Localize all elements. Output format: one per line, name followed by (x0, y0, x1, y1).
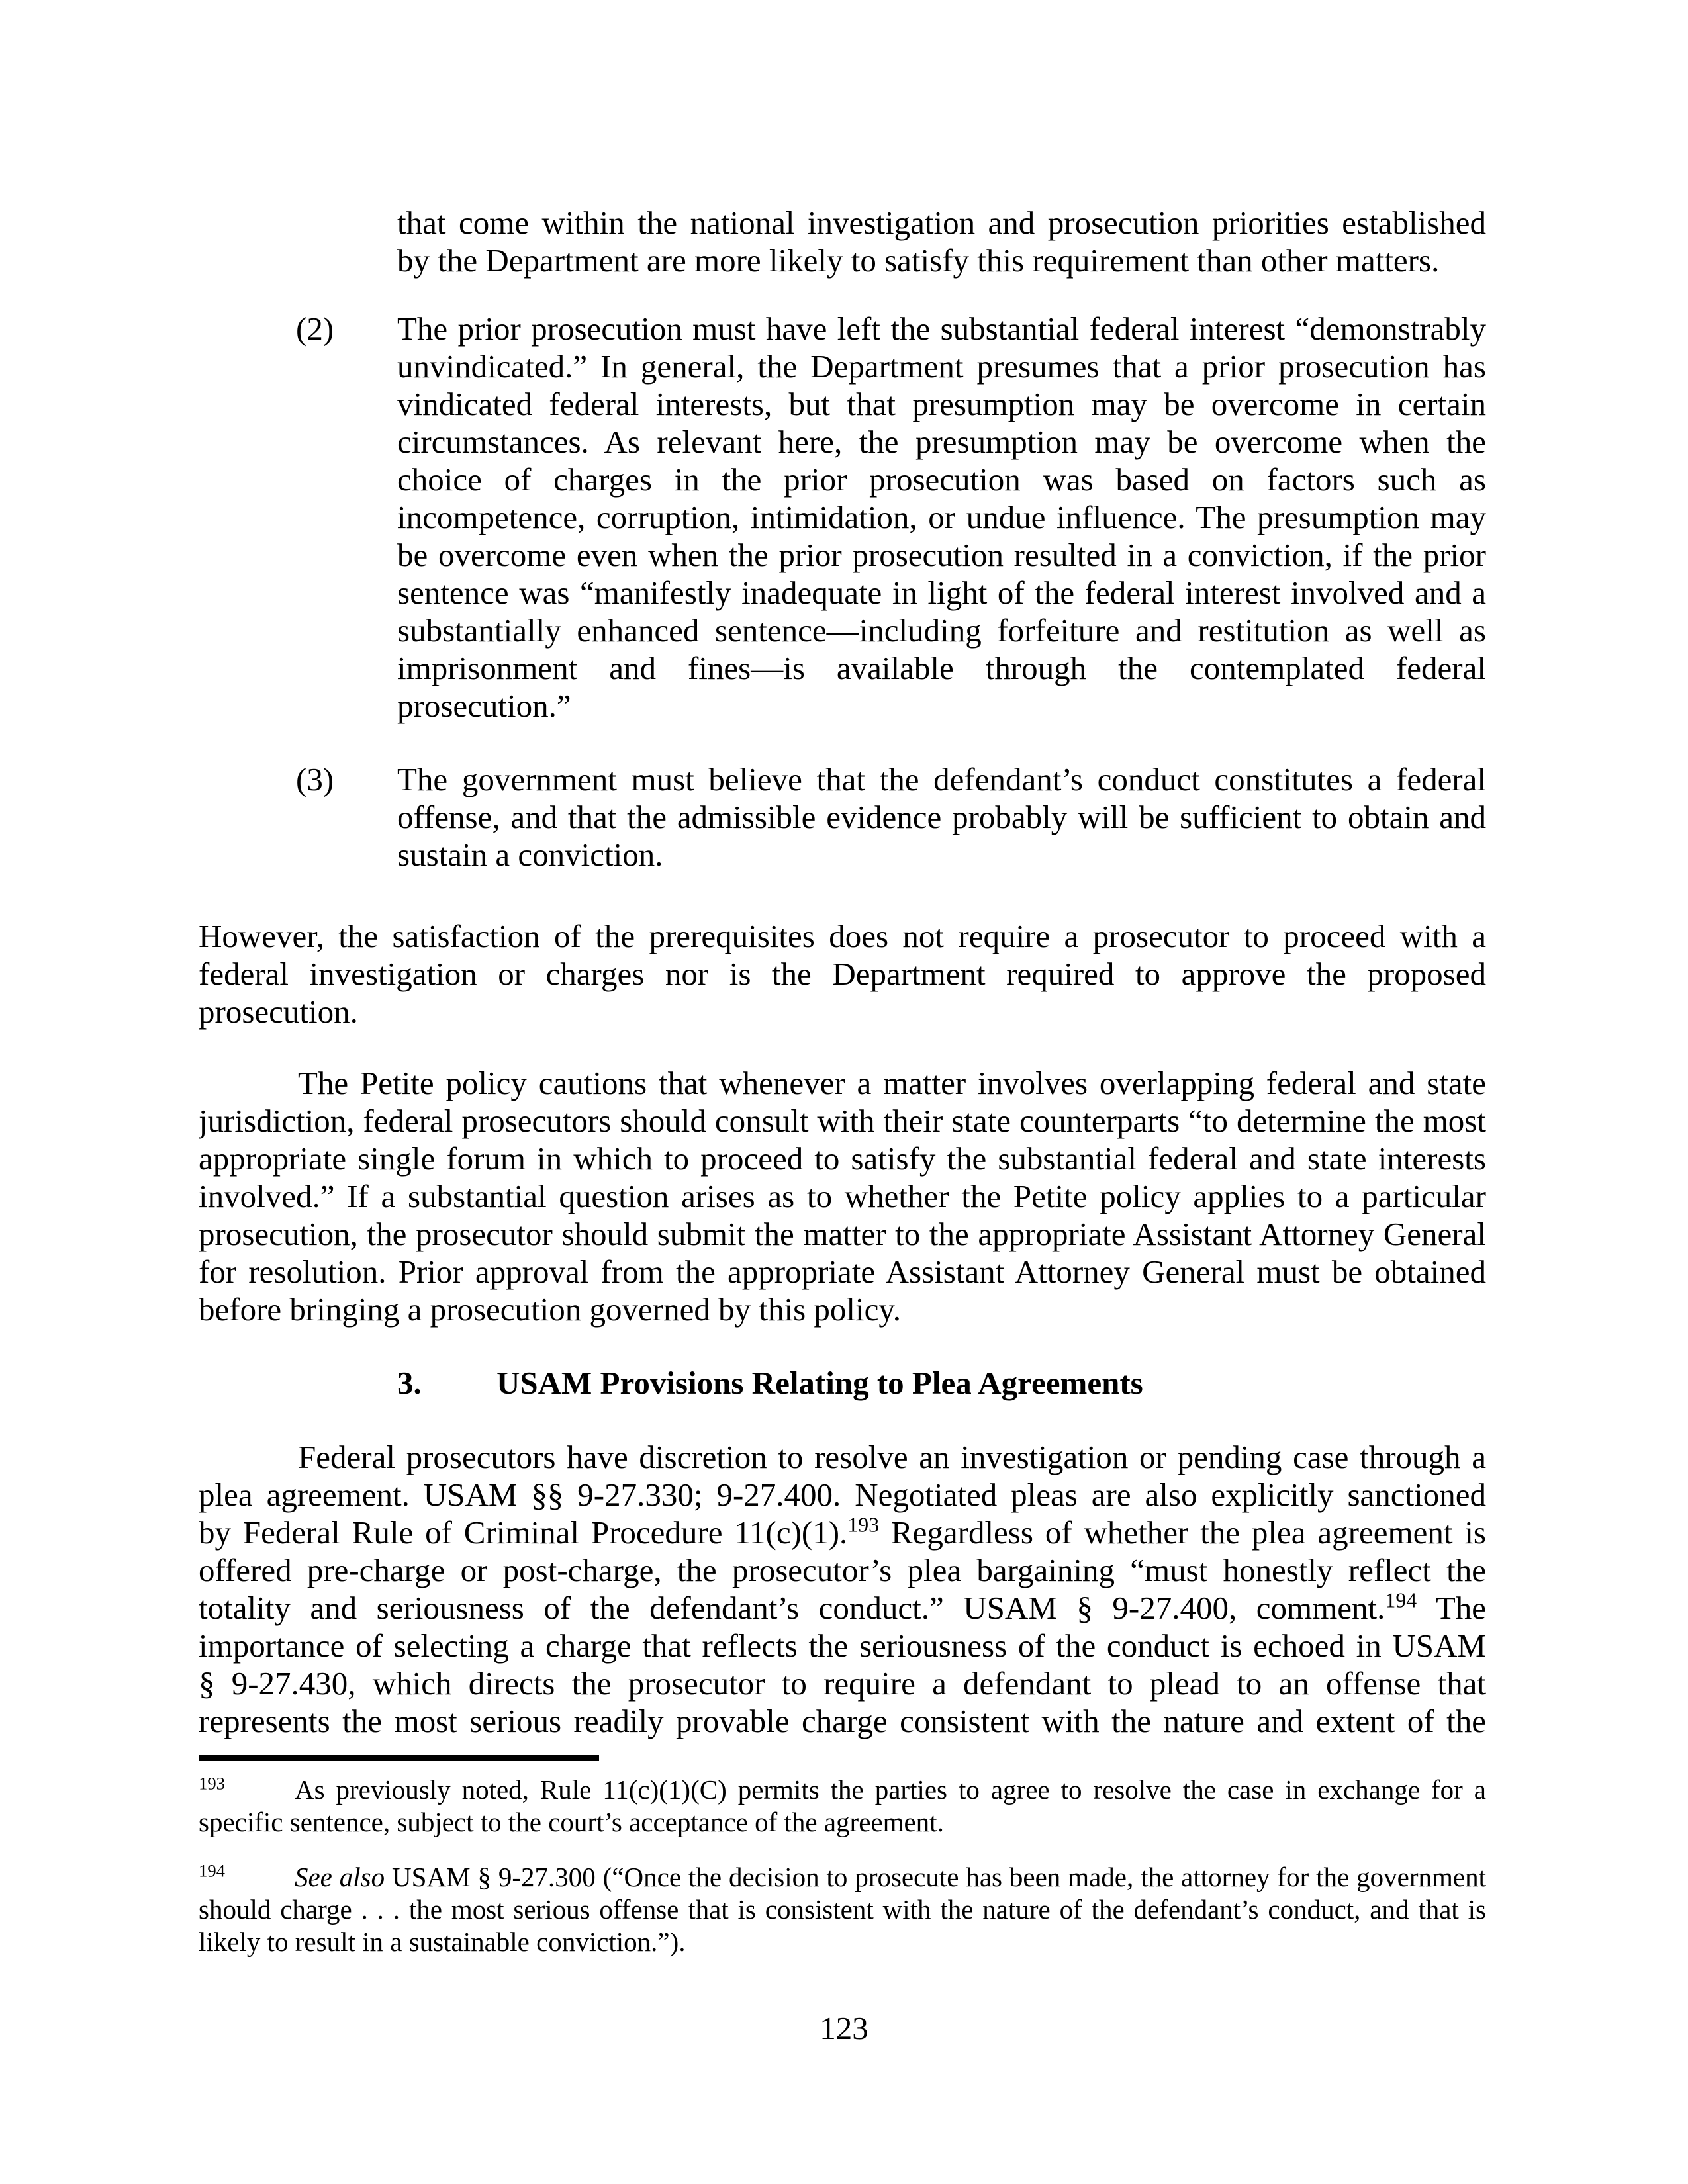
text-line: offense, and that the admissible evidence probably will be sufficient to obtain and (397, 799, 1486, 835)
list-item-2 (397, 310, 1486, 725)
text-line: Federal prosecutors have discretion to resolve an investigation or pending case through a (298, 1439, 1486, 1475)
text-line: The government must believe that the defendant’s conduct constitutes a federal (397, 761, 1486, 797)
text-line: The prior prosecution must have left the substantial federal interest “demonstrably (397, 310, 1486, 347)
footnote-193 (199, 1774, 1486, 1839)
footnote-reference-193: 193 (847, 1514, 880, 1537)
text-line: The Petite policy cautions that whenever a matter involves overlapping federal and state (298, 1065, 1486, 1101)
text-run: Regardless of whether the plea agreement is (879, 1514, 1486, 1551)
footnote-number: 193 (199, 1774, 225, 1794)
paragraph-plea-agreements (199, 1438, 1486, 1740)
text-line: that come within the national investigation and prosecution priorities established (397, 205, 1486, 241)
paragraph-however (199, 917, 1486, 1030)
footnote-194 (199, 1861, 1486, 1958)
text-line: importance of selecting a charge that reflects the seriousness of the conduct is echoed in USAM (199, 1627, 1486, 1664)
text-line: likely to result in a sustainable conviction.”). (199, 1927, 686, 1957)
text-line: for resolution. Prior approval from the appropriate Assistant Attorney General must be obtained (199, 1253, 1486, 1290)
text-line: unvindicated.” In general, the Department presumes that a prior prosecution has (397, 348, 1486, 385)
text-line: specific sentence, subject to the court’s acceptance of the agreement. (199, 1807, 944, 1837)
text-line: be overcome even when the prior prosecution resulted in a conviction, if the prior (397, 537, 1486, 573)
text-line: substantially enhanced sentence—including forfeiture and restitution as well as (397, 612, 1486, 649)
list-marker-3: (3) (296, 761, 334, 797)
text-line: appropriate single forum in which to proceed to satisfy the substantial federal and state interests (199, 1140, 1486, 1177)
text-run: by Federal Rule of Criminal Procedure 11(c)(1). (199, 1514, 848, 1551)
text-line: federal investigation or charges nor is the Department required to approve the proposed (199, 956, 1486, 992)
text-line (199, 1589, 1486, 1627)
text-line: § 9-27.430, which directs the prosecutor to require a defendant to plead to an offense that (199, 1665, 1486, 1702)
section-title: USAM Provisions Relating to Plea Agreements (496, 1365, 1143, 1401)
text-line: circumstances. As relevant here, the presumption may be overcome when the (397, 424, 1486, 460)
paragraph-continuation (397, 204, 1486, 279)
text-line: incompetence, corruption, intimidation, or undue influence. The presumption may (397, 499, 1486, 535)
text-line: offered pre-charge or post-charge, the prosecutor’s plea bargaining “must honestly reflect the (199, 1552, 1486, 1588)
text-line: should charge . . . the most serious offense that is consistent with the nature of the defendant’s conduct, and that is (199, 1894, 1486, 1925)
text-line: involved.” If a substantial question arises as to whether the Petite policy applies to a particular (199, 1178, 1486, 1214)
list-item-3 (397, 760, 1486, 874)
text-line (199, 1774, 1486, 1806)
text-line: However, the satisfaction of the prerequisites does not require a prosecutor to proceed with a (199, 918, 1486, 954)
text-line: imprisonment and fines—is available through the contemplated federal (397, 650, 1486, 686)
text-line: by the Department are more likely to satisfy this requirement than other matters. (397, 242, 1440, 279)
text-line: plea agreement. USAM §§ 9-27.330; 9-27.400. Negotiated pleas are also explicitly sanctioned (199, 1477, 1486, 1513)
text-line (199, 1514, 1486, 1551)
text-run: totality and seriousness of the defendant’s conduct.” USAM § 9-27.400, comment. (199, 1590, 1385, 1626)
text-run: USAM § 9-27.300 (“Once the decision to prosecute has been made, the attorney for the government (385, 1862, 1486, 1892)
list-marker-2: (2) (296, 310, 334, 347)
footnote-separator (199, 1755, 599, 1761)
text-line: before bringing a prosecution governed by this policy. (199, 1291, 901, 1328)
text-line: sentence was “manifestly inadequate in light of the federal interest involved and a (397, 574, 1486, 611)
footnote-reference-194: 194 (1385, 1589, 1417, 1612)
footnote-number: 194 (199, 1861, 225, 1881)
text-line: vindicated federal interests, but that presumption may be overcome in certain (397, 386, 1486, 422)
text-line: jurisdiction, federal prosecutors should consult with their state counterparts “to determine the most (199, 1103, 1486, 1139)
text-line: represents the most serious readily provable charge consistent with the nature and extent of the (199, 1703, 1486, 1739)
section-number: 3. (397, 1365, 422, 1401)
text-line: prosecution.” (397, 688, 571, 724)
text-run: As previously noted, Rule 11(c)(1)(C) permits the parties to agree to resolve the case in exchange for a (294, 1774, 1486, 1805)
text-line (199, 1861, 1486, 1893)
text-line: prosecution. (199, 993, 358, 1030)
page-number: 123 (820, 2010, 868, 2046)
section-heading (397, 1364, 1486, 1402)
text-run: The (1417, 1590, 1486, 1626)
text-line: prosecution, the prosecutor should submit the matter to the appropriate Assistant Attorney General (199, 1216, 1486, 1252)
text-line: choice of charges in the prior prosecution was based on factors such as (397, 461, 1486, 498)
citation-signal: See also (294, 1862, 385, 1892)
text-line: sustain a conviction. (397, 837, 663, 873)
paragraph-petite-policy (199, 1064, 1486, 1328)
